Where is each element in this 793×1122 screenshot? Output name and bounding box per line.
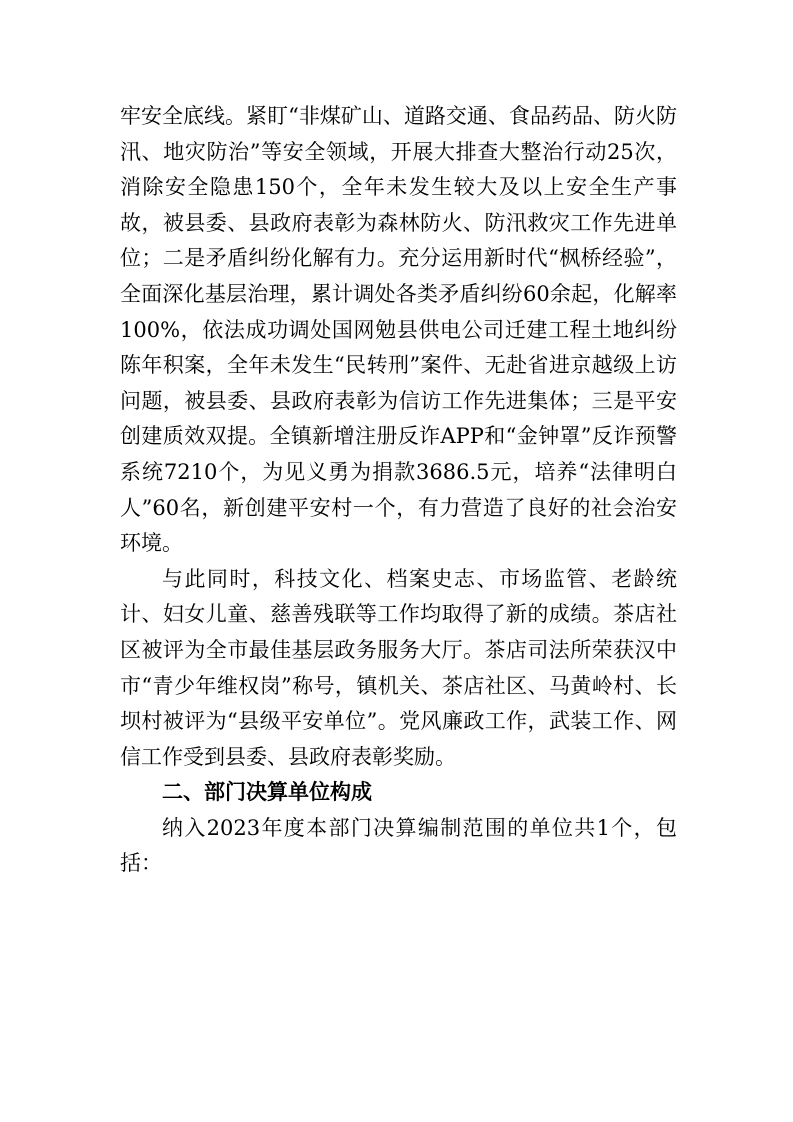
section-heading: 二、部门决算单位构成 [162,780,372,805]
body-paragraph-safety: 牢安全底线。紧盯“非煤矿山、道路交通、食品药品、防火防汛、地灾防治”等安全领域，开展大排查大整治行动25次，消除安全隐患150个，全年未发生较大及以上安全生产事故，被县委、县政府表彰为森林防火、防汛救灾工作先进单位；二是矛盾纠纷化解有力。充分运用新时代“枫桥经验”，全面深化基层治理，累计调处各类矛盾纠纷60余起，化解率100%，依法成功调处国网勉县供电公司迁建工程土地纠纷陈年积案，全年未发生“民转刑”案件、无赴省进京越级上访问题，被县委、县政府表彰为信访工作先进集体；三是平安创建质效双提。全镇新增注册反诈APP和“金钟罩”反诈预警系统7210个，为见义勇为捐款3686.5元，培养“法律明白人”60名，新创建平安村一个，有力营造了良好的社会治安环境。 [120,104,677,556]
body-paragraph-units: 纳入2023年度本部门决算编制范围的单位共1个，包括： [120,815,677,876]
body-paragraph-achievements: 与此同时，科技文化、档案史志、市场监管、老龄统计、妇女儿童、慈善残联等工作均取得了新的成绩。茶店社区被评为全市最佳基层政务服务大厅。茶店司法所荣获汉中市“青少年维权岗”称号，镇机关、茶店社区、马黄岭村、长坝村被评为“县级平安单位”。党风廉政工作，武装工作、网信工作受到县委、县政府表彰奖励。 [120,566,677,769]
document-page [120,99,677,882]
